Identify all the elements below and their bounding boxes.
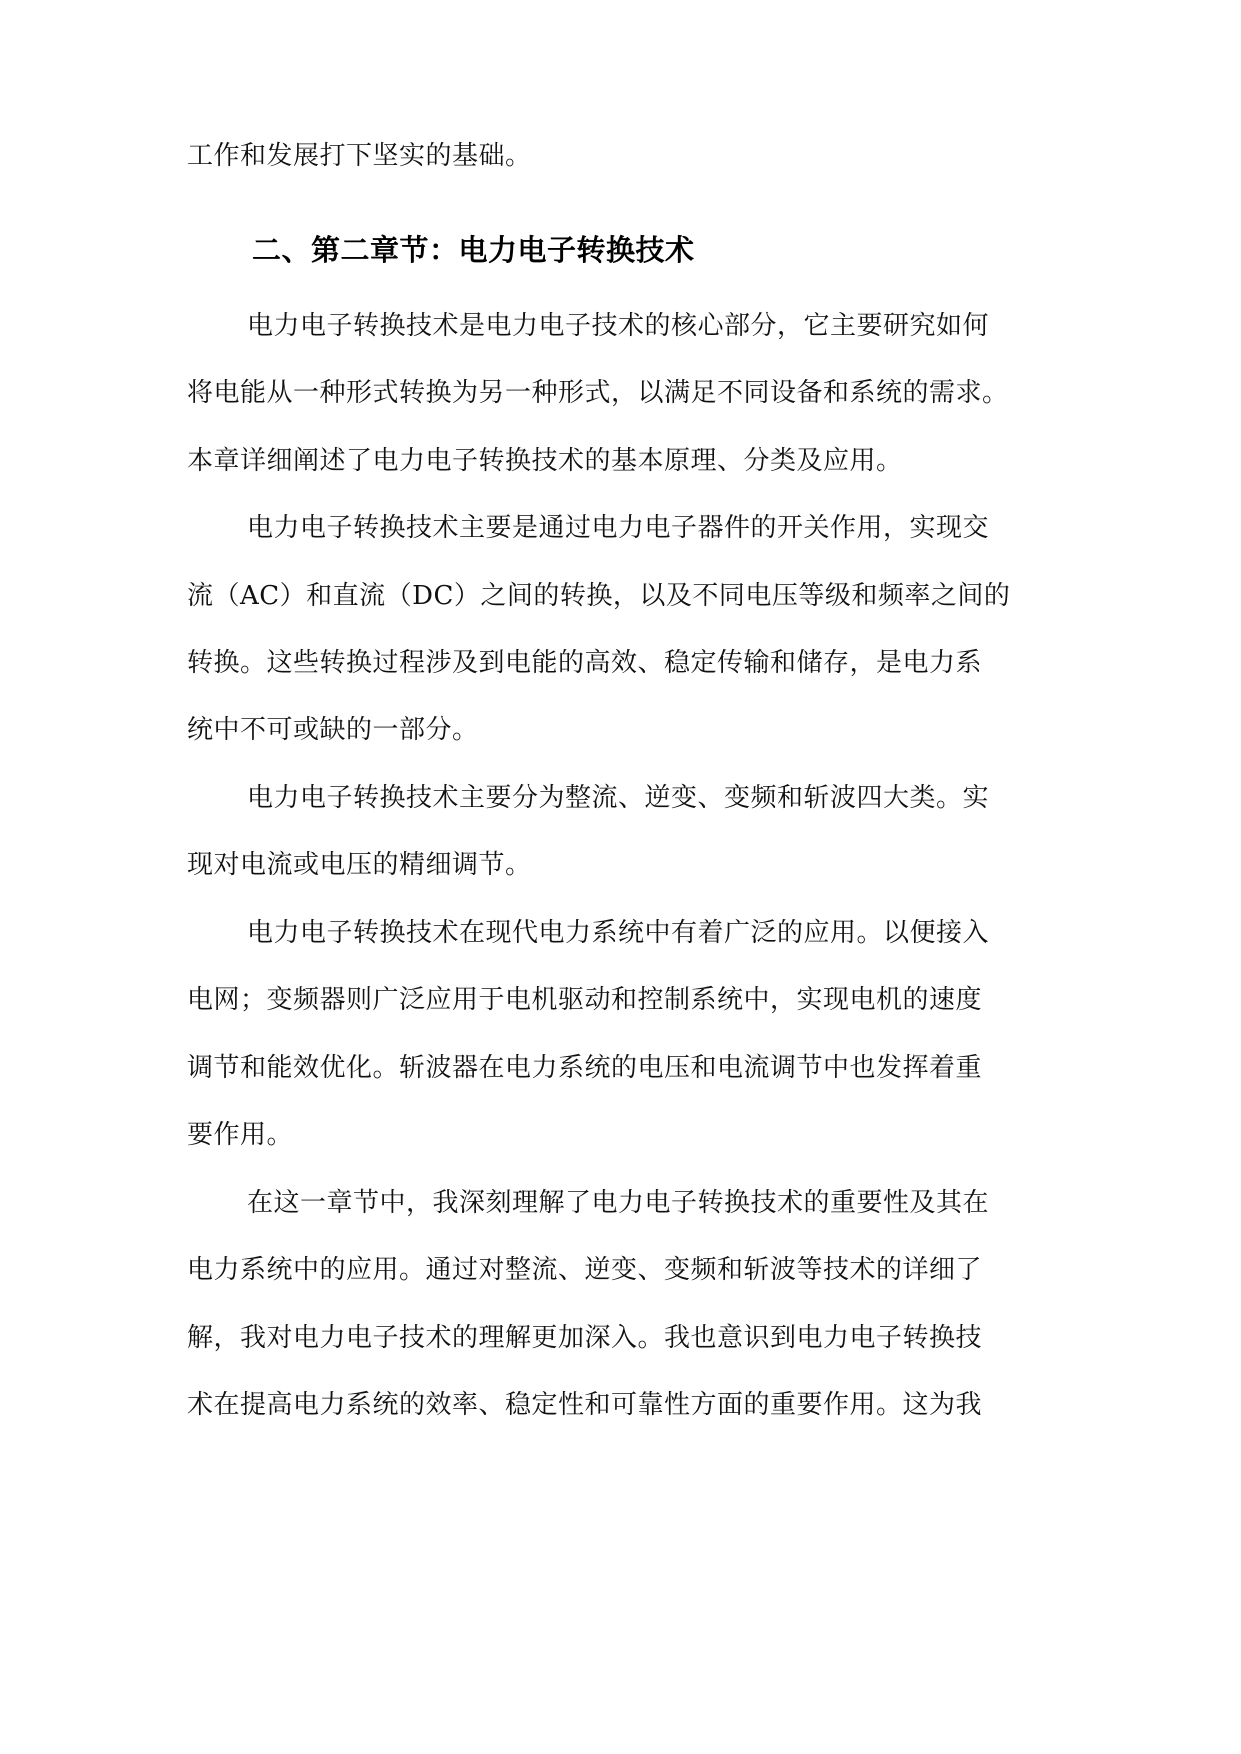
paragraph-line: 电力电子转换技术主要是通过电力电子器件的开关作用，实现交 — [247, 513, 990, 543]
paragraph-line: 统中不可或缺的一部分。 — [187, 715, 479, 745]
paragraph-line: 电力电子转换技术主要分为整流、逆变、变频和斩波四大类。实 — [247, 783, 990, 813]
paragraph-line: 本章详细阐述了电力电子转换技术的基本原理、分类及应用。 — [187, 446, 903, 476]
paragraph-line: 电力电子转换技术是电力电子技术的核心部分，它主要研究如何 — [247, 311, 990, 341]
paragraph-line: 现对电流或电压的精细调节。 — [187, 850, 532, 880]
paragraph-line: 流（AC）和直流（DC）之间的转换，以及不同电压等级和频率之间的 — [187, 581, 1011, 611]
paragraph-line: 解，我对电力电子技术的理解更加深入。我也意识到电力电子转换技 — [187, 1323, 983, 1353]
paragraph-line: 转换。这些转换过程涉及到电能的高效、稳定传输和储存，是电力系 — [187, 648, 983, 678]
paragraph-line: 电力电子转换技术在现代电力系统中有着广泛的应用。以便接入 — [247, 918, 990, 948]
paragraph-line: 电网；变频器则广泛应用于电机驱动和控制系统中，实现电机的速度 — [187, 985, 983, 1015]
section-heading: 二、第二章节：电力电子转换技术 — [252, 233, 695, 267]
paragraph-line: 电力系统中的应用。通过对整流、逆变、变频和斩波等技术的详细了 — [187, 1255, 983, 1285]
paragraph-line: 将电能从一种形式转换为另一种形式，以满足不同设备和系统的需求。 — [187, 378, 1009, 408]
paragraph-line: 调节和能效优化。斩波器在电力系统的电压和电流调节中也发挥着重 — [187, 1053, 983, 1083]
paragraph-line: 术在提高电力系统的效率、稳定性和可靠性方面的重要作用。这为我 — [187, 1390, 983, 1420]
continuation-text: 工作和发展打下坚实的基础。 — [187, 141, 532, 171]
paragraph-line: 要作用。 — [187, 1120, 294, 1150]
paragraph-line: 在这一章节中，我深刻理解了电力电子转换技术的重要性及其在 — [247, 1188, 990, 1218]
